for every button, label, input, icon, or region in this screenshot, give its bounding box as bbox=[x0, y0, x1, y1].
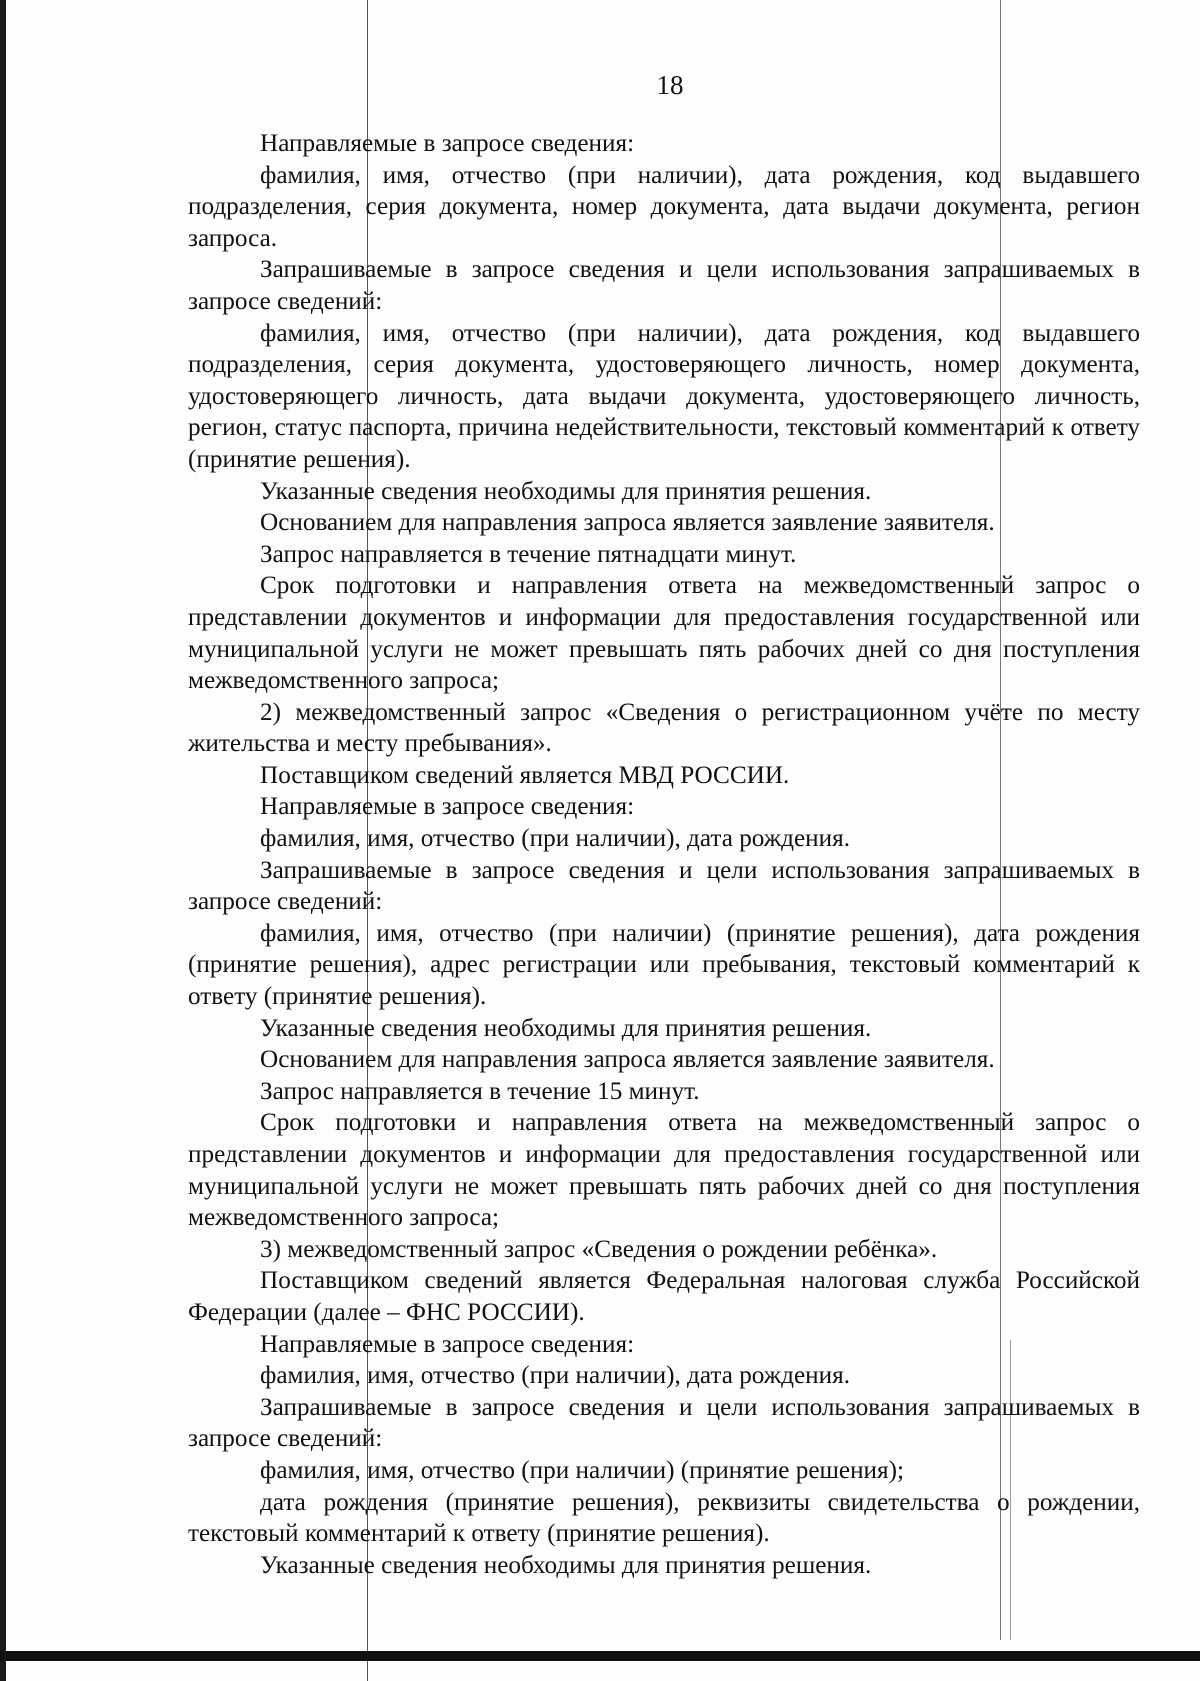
paragraph: Направляемые в запросе сведения: bbox=[260, 793, 635, 821]
paragraph: фамилия, имя, отчество (при наличии) (принятие решения); bbox=[260, 1456, 905, 1484]
paragraph: Запрашиваемые в запросе сведения и цели использования запрашиваемых в запросе сведений: bbox=[188, 856, 1140, 916]
paragraph: Запрашиваемые в запросе сведения и цели использования запрашиваемых в запросе сведений: bbox=[188, 1393, 1140, 1453]
paragraph: Основанием для направления запроса является заявление заявителя. bbox=[260, 509, 995, 537]
scan-bottom-edge bbox=[0, 1651, 1200, 1661]
paragraph: Указанные сведения необходимы для принятия решения. bbox=[260, 1551, 872, 1579]
paragraph: Основанием для направления запроса является заявление заявителя. bbox=[260, 1046, 995, 1074]
paragraph: Направляемые в запросе сведения: bbox=[260, 130, 635, 157]
paragraph: 3) межведомственный запрос «Сведения о рождении ребёнка». bbox=[260, 1235, 938, 1263]
paragraph: дата рождения (принятие решения), реквизиты свидетельства о рождении, текстовый комментарий к ответу (принятие решения). bbox=[188, 1488, 1140, 1548]
paragraph: фамилия, имя, отчество (при наличии), дата рождения. bbox=[260, 1362, 850, 1390]
paragraph: 2) межведомственный запрос «Сведения о регистрационном учёте по месту жительства и месту пребывания». bbox=[188, 698, 1140, 758]
scan-left-edge bbox=[0, 0, 6, 1681]
paragraph: Запрос направляется в течение пятнадцати минут. bbox=[260, 540, 797, 568]
paragraph: Направляемые в запросе сведения: bbox=[260, 1330, 635, 1358]
document-body bbox=[188, 128, 1140, 1581]
paragraph: фамилия, имя, отчество (при наличии), дата рождения, код выдавшего подразделения, серия документа, удостоверяющего личность, номер документа, удостоверяющего личность, дата выдачи документа, удостоверяющего личность, регион, статус паспорта, причина недействительности, текстовый комментарий к ответу (принятие решения). bbox=[188, 319, 1140, 473]
paragraph: фамилия, имя, отчество (при наличии), дата рождения, код выдавшего подразделения, серия документа, номер документа, дата выдачи документа, регион запроса. bbox=[188, 161, 1140, 252]
paragraph: Запрос направляется в течение 15 минут. bbox=[260, 1077, 700, 1105]
paragraph: фамилия, имя, отчество (при наличии) (принятие решения), дата рождения (принятие решения), адрес регистрации или пребывания, текстовый комментарий к ответу (принятие решения). bbox=[188, 919, 1140, 1011]
paragraph: Срок подготовки и направления ответа на межведомственный запрос о представлении документов и информации для предоставления государственной или муниципальной услуги не может превышать пять рабочих дней со дня поступления межведомственного запроса; bbox=[188, 572, 1140, 695]
paragraph: Указанные сведения необходимы для принятия решения. bbox=[260, 1014, 872, 1042]
paragraph: Указанные сведения необходимы для принятия решения. bbox=[260, 477, 872, 505]
paragraph: Поставщиком сведений является Федеральная налоговая служба Российской Федерации (далее – ФНС РОССИИ). bbox=[188, 1267, 1140, 1326]
paragraph: Запрашиваемые в запросе сведения и цели использования запрашиваемых в запросе сведений: bbox=[188, 256, 1140, 315]
page-number: 18 bbox=[656, 70, 684, 100]
paragraph: Срок подготовки и направления ответа на межведомственный запрос о представлении документов и информации для предоставления государственной или муниципальной услуги не может превышать пять рабочих дней со дня поступления межведомственного запроса; bbox=[188, 1109, 1140, 1232]
paragraph: Поставщиком сведений является МВД РОССИИ. bbox=[260, 761, 790, 789]
paragraph: фамилия, имя, отчество (при наличии), дата рождения. bbox=[260, 825, 850, 853]
